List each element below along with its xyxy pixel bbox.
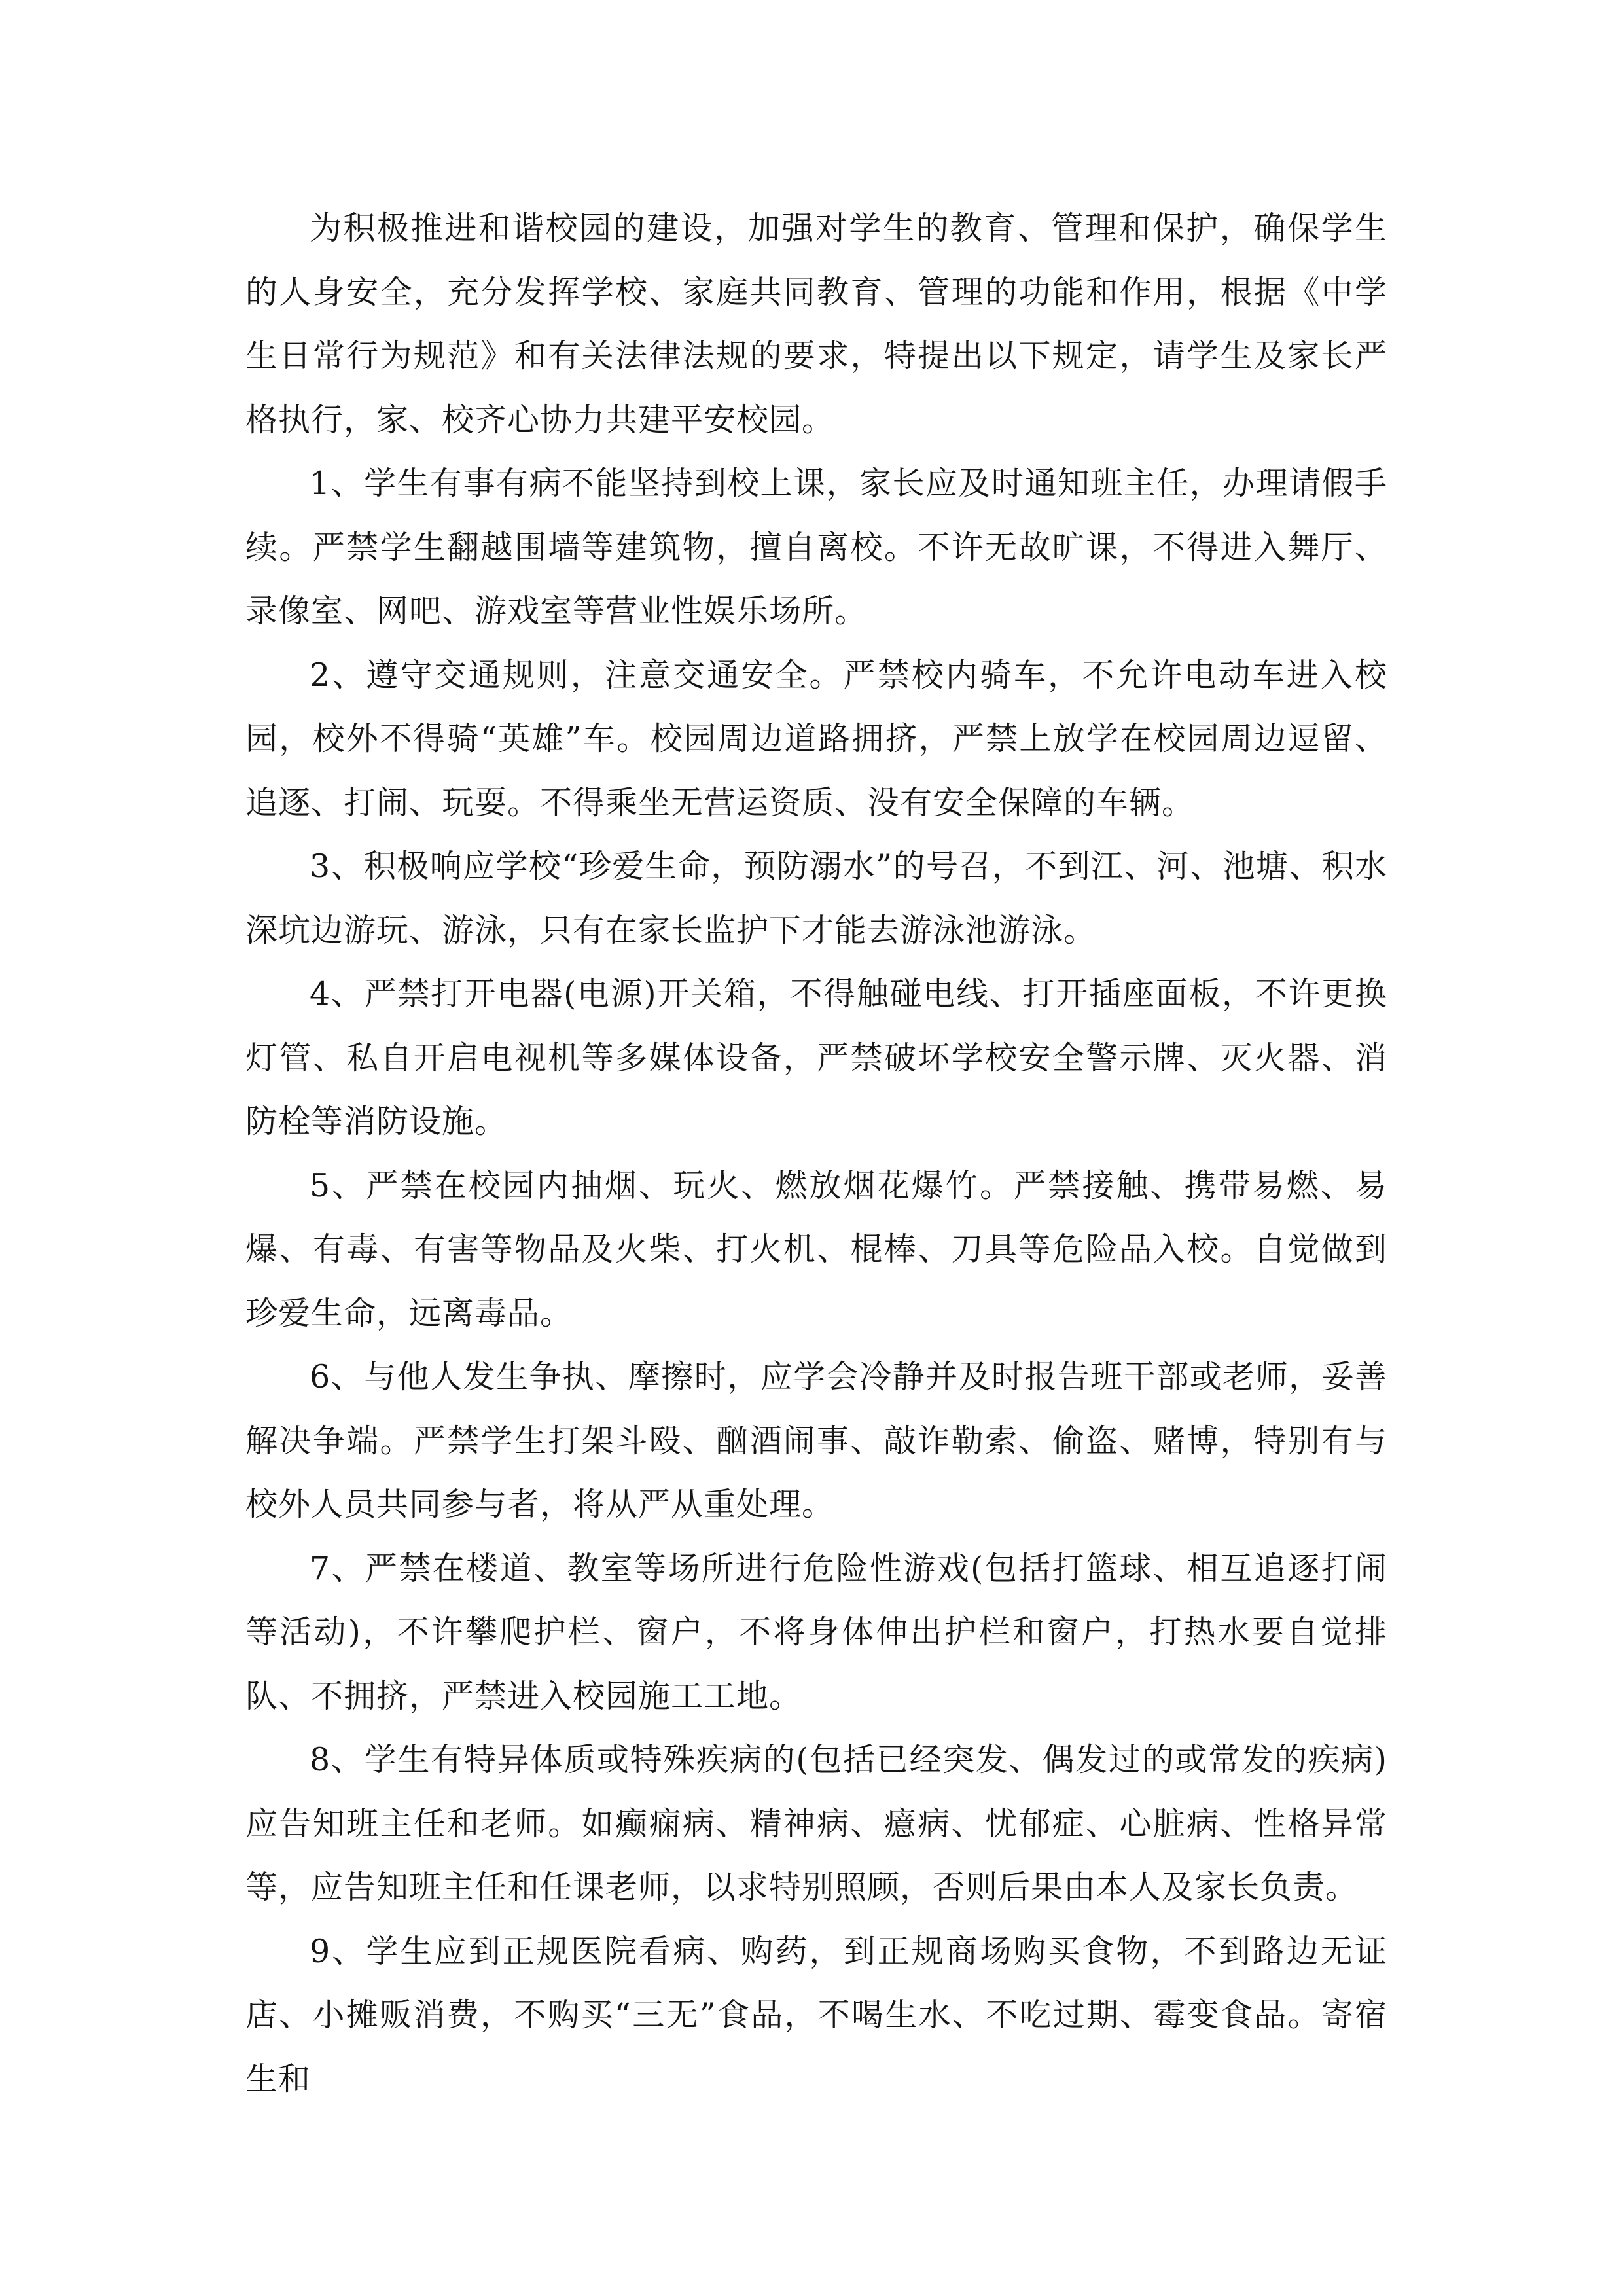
intro-paragraph: 为积极推进和谐校园的建设，加强对学生的教育、管理和保护，确保学生的人身安全，充分发挥学校、家庭共同教育、管理的功能和作用，根据《中学生日常行为规范》和有关法律法规的要求，特提出以下规定，请学生及家长严格执行，家、校齐心协力共建平安校园。 xyxy=(245,209,1387,439)
rule-paragraph-8: 8、学生有特异体质或特殊疾病的(包括已经突发、偶发过的或常发的疾病)应告知班主任和老师。如癫痫病、精神病、癔病、忧郁症、心脏病、性格异常等，应告知班主任和任课老师，以求特别照顾，否则后果由本人及家长负责。 xyxy=(245,1741,1387,1906)
rule-paragraph-2: 2、遵守交通规则，注意交通安全。严禁校内骑车，不允许电动车进入校园，校外不得骑“英雄”车。校园周边道路拥挤，严禁上放学在校园周边逗留、追逐、打闹、玩耍。不得乘坐无营运资质、没有安全保障的车辆。 xyxy=(245,656,1387,821)
rule-paragraph-6: 6、与他人发生争执、摩擦时，应学会冷静并及时报告班干部或老师，妥善解决争端。严禁学生打架斗殴、酗酒闹事、敲诈勒索、偷盗、赌博，特别有与校外人员共同参与者，将从严从重处理。 xyxy=(245,1358,1387,1523)
rule-paragraph-7: 7、严禁在楼道、教室等场所进行危险性游戏(包括打篮球、相互追逐打闹等活动)，不许攀爬护栏、窗户，不将身体伸出护栏和窗户，打热水要自觉排队、不拥挤，严禁进入校园施工工地。 xyxy=(245,1549,1387,1715)
document-body xyxy=(245,196,1387,2111)
rule-paragraph-9: 9、学生应到正规医院看病、购药，到正规商场购买食物，不到路边无证店、小摊贩消费，不购买“三无”食品，不喝生水、不吃过期、霉变食品。寄宿生和 xyxy=(245,1932,1387,2098)
rule-paragraph-4: 4、严禁打开电器(电源)开关箱，不得触碰电线、打开插座面板，不许更换灯管、私自开启电视机等多媒体设备，严禁破坏学校安全警示牌、灭火器、消防栓等消防设施。 xyxy=(245,975,1387,1140)
rule-paragraph-1: 1、学生有事有病不能坚持到校上课，家长应及时通知班主任，办理请假手续。严禁学生翻越围墙等建筑物，擅自离校。不许无故旷课，不得进入舞厅、录像室、网吧、游戏室等营业性娱乐场所。 xyxy=(245,465,1387,630)
rule-paragraph-3: 3、积极响应学校“珍爱生命，预防溺水”的号召，不到江、河、池塘、积水深坑边游玩、游泳，只有在家长监护下才能去游泳池游泳。 xyxy=(245,848,1387,949)
rule-paragraph-5: 5、严禁在校园内抽烟、玩火、燃放烟花爆竹。严禁接触、携带易燃、易爆、有毒、有害等物品及火柴、打火机、棍棒、刀具等危险品入校。自觉做到珍爱生命，远离毒品。 xyxy=(245,1166,1387,1332)
